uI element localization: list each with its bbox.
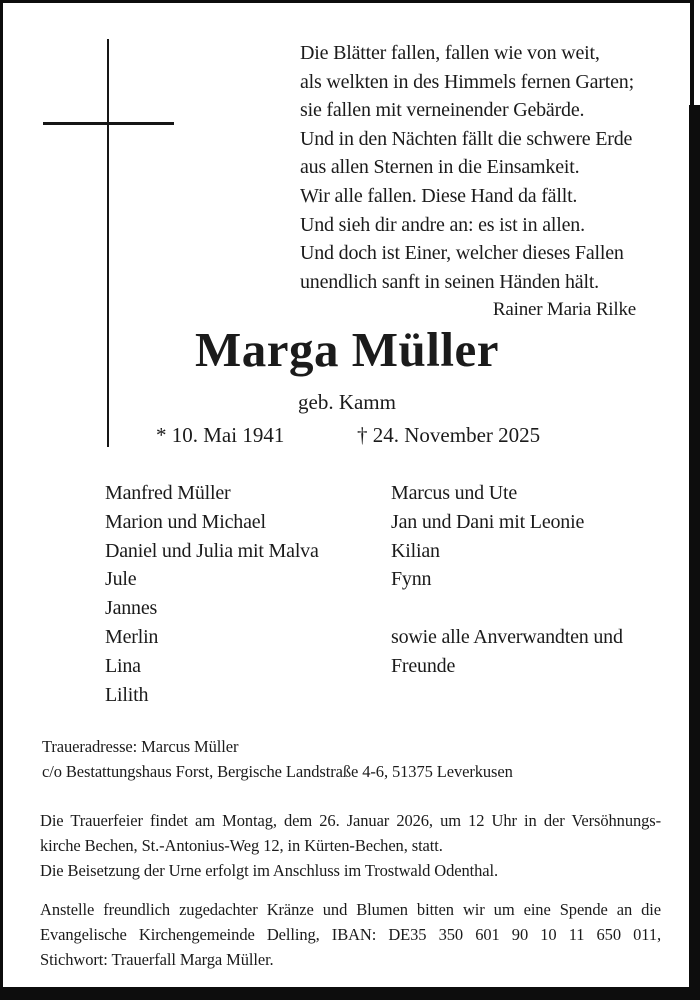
donation-keyword-line: Stichwort: Trauerfall Marga Müller.: [40, 950, 274, 969]
cross-horizontal-bar: [43, 122, 174, 125]
death-date: † 24. November 2025: [357, 423, 541, 447]
mourners-right-column: [391, 479, 671, 681]
mourner-name: Lina: [105, 654, 141, 677]
mourner-name: Manfred Müller: [105, 482, 231, 504]
poem-line: unendlich sanft in seinen Händen hält.: [300, 270, 599, 293]
poem-line: sie fallen mit verneinender Gebärde.: [300, 99, 585, 122]
mourner-name: Fynn: [391, 568, 432, 591]
mourner-name: Merlin: [105, 625, 159, 648]
mourner-name: Jule: [105, 568, 137, 591]
poem-line: aus allen Sternen in die Einsamkeit.: [300, 156, 580, 179]
funeral-service-line: Die Trauerfeier findet am Montag, dem 26. Januar 2026, um 12 Uhr in der Versöhnungs-: [40, 811, 661, 830]
frame-right-strip: [689, 105, 700, 1000]
donation-iban-line: Evangelische Kirchengemeinde Delling, IBAN: DE35 350 601 90 10 11 650 011,: [40, 925, 661, 944]
deceased-maiden-name: geb. Kamm: [298, 390, 396, 414]
poem-line: als welkten in des Himmels fernen Garten;: [300, 70, 634, 93]
poem-line: Und doch ist Einer, welcher dieses Fallen: [300, 242, 624, 265]
mourning-address-line: Traueradresse: Marcus Müller: [42, 737, 239, 756]
poem-line: Und in den Nächten fällt die schwere Erde: [300, 127, 633, 150]
mourner-name: sowie alle Anverwandten und: [391, 625, 623, 648]
poem-line: Die Blätter fallen, fallen wie von weit,: [300, 42, 600, 64]
mourner-name: Daniel und Julia mit Malva: [105, 539, 319, 562]
frame-right-border: [690, 0, 694, 110]
poem-line: Wir alle fallen. Diese Hand da fällt.: [300, 184, 578, 207]
frame-top-border: [0, 0, 693, 3]
donation-paragraph: [40, 897, 661, 972]
birth-date: * 10. Mai 1941: [156, 423, 285, 447]
mourner-name: Jannes: [105, 597, 158, 620]
mourners-left-column: [105, 479, 385, 709]
mourner-name: Marion und Michael: [105, 510, 266, 533]
mourner-name: Freunde: [391, 654, 456, 677]
poem-attribution: Rainer Maria Rilke: [492, 299, 636, 321]
deceased-name: Marga Müller: [195, 322, 499, 377]
funeral-service-line: kirche Bechen, St.-Antonius-Weg 12, in Kürten-Bechen, statt.: [40, 836, 443, 855]
mourner-name: Jan und Dani mit Leonie: [391, 510, 585, 533]
mourning-address-line: c/o Bestattungshaus Forst, Bergische Landstraße 4-6, 51375 Leverkusen: [42, 762, 513, 781]
poem-line: Und sieh dir andre an: es ist in allen.: [300, 213, 585, 236]
burial-info-line: Die Beisetzung der Urne erfolgt im Anschluss im Trostwald Odenthal.: [40, 861, 498, 880]
mourner-name: Lilith: [105, 683, 149, 706]
frame-left-border: [0, 0, 3, 1000]
cross-vertical-bar: [107, 39, 110, 447]
poem-block: [300, 39, 662, 325]
frame-bottom-border: [0, 987, 700, 1000]
mourning-address-block: [42, 734, 662, 784]
mourner-name: Kilian: [391, 539, 440, 562]
mourner-name: Marcus und Ute: [391, 482, 518, 504]
life-dates: [0, 421, 694, 449]
funeral-service-paragraph: [40, 808, 661, 883]
mourner-row-spacer: [391, 594, 671, 623]
donation-line: Anstelle freundlich zugedachter Kränze und Blumen bitten wir um eine Spende an die: [40, 900, 661, 919]
